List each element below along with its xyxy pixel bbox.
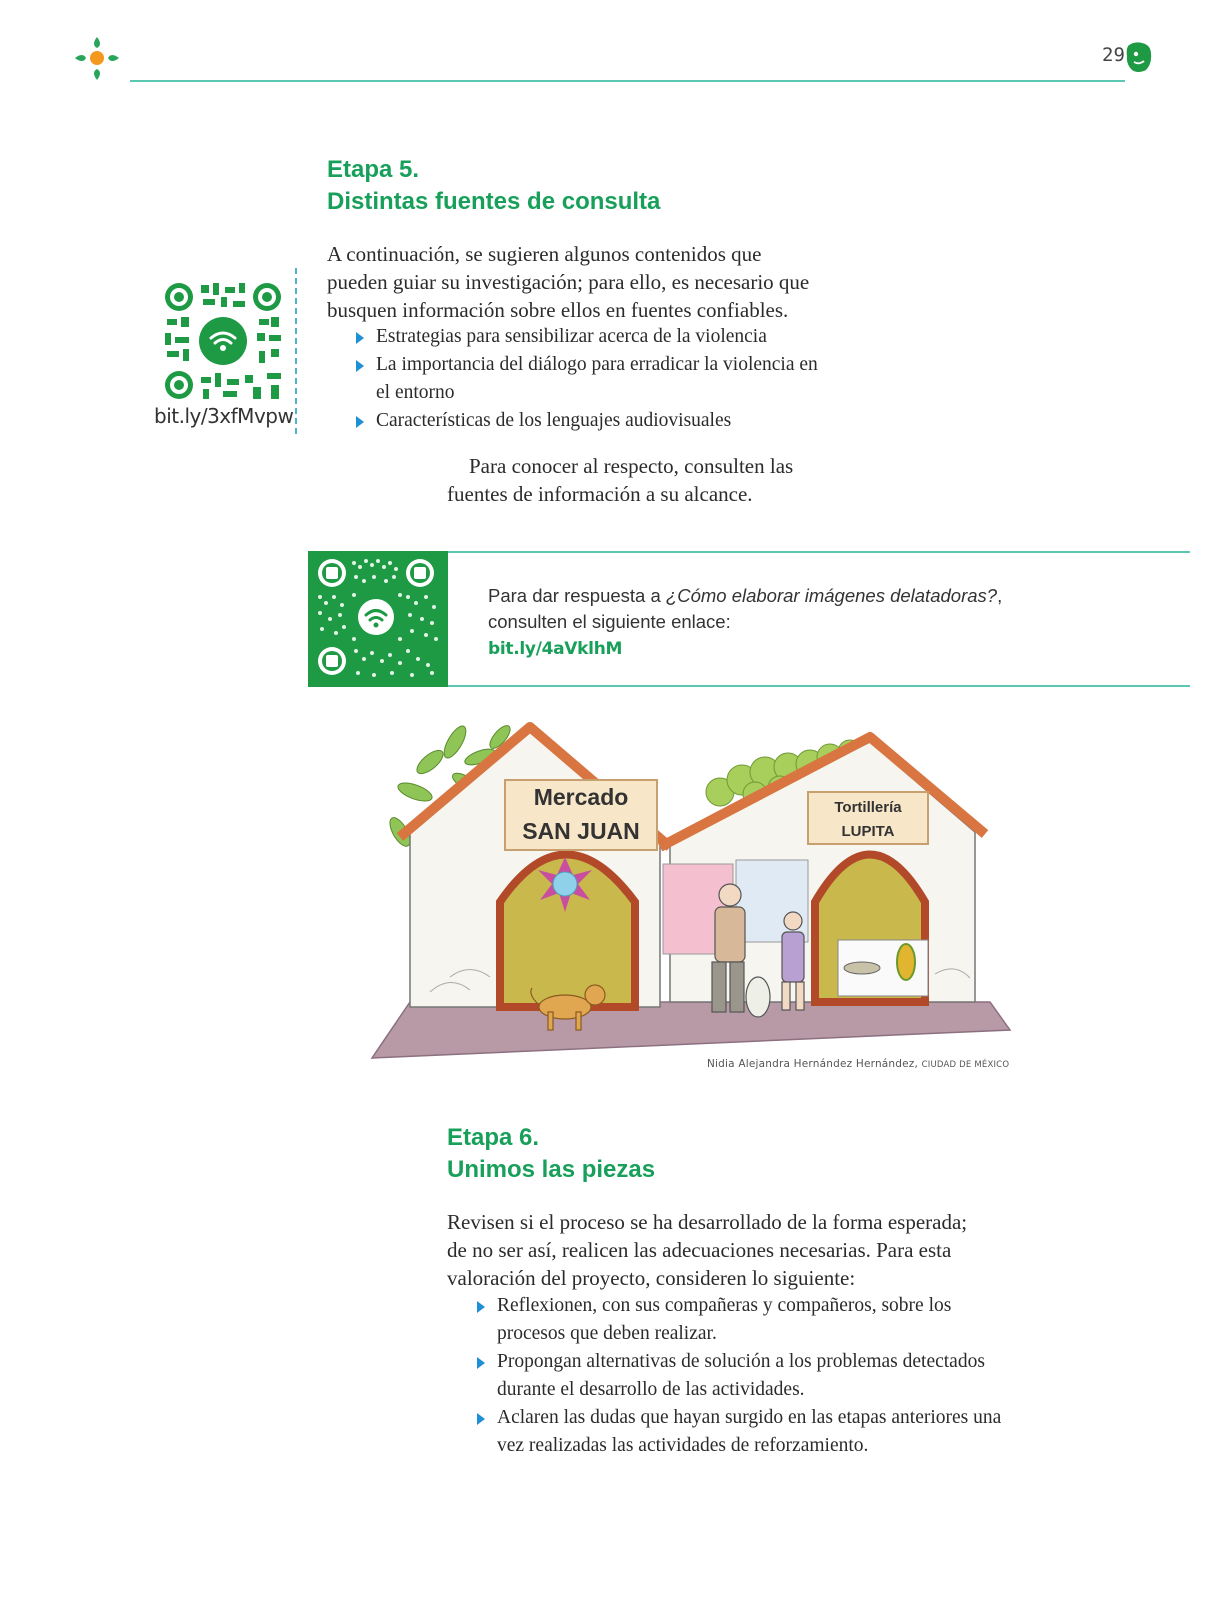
link-box-text bbox=[488, 583, 1178, 662]
list-item-text: Estrategias para sensibilizar acerca de la violencia bbox=[376, 326, 767, 347]
text-line: de no ser así, realicen las adecuaciones necesarias. Para esta bbox=[447, 1238, 952, 1262]
list-item-text: Propongan alternativas de solución a los problemas detectados bbox=[497, 1351, 985, 1372]
page-number: 29 bbox=[1102, 44, 1125, 66]
text-line: Revisen si el proceso se ha desarrollado de la forma esperada; bbox=[447, 1210, 968, 1234]
list-item-text: durante el desarrollo de las actividades. bbox=[497, 1379, 805, 1400]
stage5-intro bbox=[327, 240, 927, 324]
text-line: valoración del proyecto, consideren lo siguiente: bbox=[447, 1266, 856, 1290]
list-item-text: procesos que deben realizar. bbox=[497, 1323, 717, 1344]
bullet-arrow-icon bbox=[356, 360, 364, 372]
link-url[interactable]: bit.ly/4aVklhM bbox=[488, 639, 623, 659]
link-text-part: Para dar respuesta a bbox=[488, 585, 666, 606]
link-box-top-border bbox=[448, 551, 1190, 553]
stage6-intro bbox=[447, 1208, 1087, 1292]
text-line: Para conocer al respecto, consulten las bbox=[469, 454, 794, 478]
list-item-text: Aclaren las dudas que hayan surgido en las etapas anteriores una bbox=[497, 1407, 1002, 1428]
market-illustration bbox=[370, 712, 1020, 1062]
link-question: ¿Cómo elaborar imágenes delatadoras? bbox=[665, 585, 998, 606]
text-line: fuentes de información a su alcance. bbox=[447, 482, 753, 506]
list-item bbox=[473, 1292, 1073, 1348]
text-line: pueden guiar su investigación; para ello, es necesario que bbox=[327, 270, 810, 294]
list-item-text: Reflexionen, con sus compañeras y compañeros, sobre los bbox=[497, 1295, 952, 1316]
list-item-text: La importancia del diálogo para erradicar la violencia en bbox=[376, 354, 818, 375]
list-item bbox=[473, 1348, 1073, 1404]
credit-name: Nidia Alejandra Hernández Hernández, bbox=[707, 1058, 922, 1070]
list-item-text: Características de los lenguajes audiovisuales bbox=[376, 410, 732, 431]
stage5-title: Etapa 5. bbox=[327, 156, 420, 183]
bullet-arrow-icon bbox=[477, 1301, 485, 1313]
header-divider bbox=[130, 80, 1125, 82]
link-text-line2: consulten el siguiente enlace: bbox=[488, 611, 731, 632]
bullet-arrow-icon bbox=[477, 1357, 485, 1369]
stage6-bullet-list bbox=[473, 1292, 1073, 1460]
stage5-closing bbox=[447, 452, 927, 508]
illustration-credit bbox=[707, 1058, 1009, 1070]
stage5-subtitle: Distintas fuentes de consulta bbox=[327, 188, 661, 215]
tortilla-sign-line2: LUPITA bbox=[841, 823, 895, 840]
qr-divider bbox=[295, 268, 297, 434]
qr-link-label[interactable]: bit.ly/3xfMvpw bbox=[154, 404, 294, 428]
list-item bbox=[352, 407, 912, 435]
link-text-part: , bbox=[997, 585, 1003, 606]
list-item bbox=[352, 351, 912, 407]
stage6-heading bbox=[447, 1124, 1047, 1184]
list-item-text: vez realizadas las actividades de reforzamiento. bbox=[497, 1435, 869, 1456]
market-sign-line2: SAN JUAN bbox=[522, 818, 640, 844]
bullet-arrow-icon bbox=[477, 1413, 485, 1425]
header-emblem-icon bbox=[1124, 40, 1154, 74]
text-line: busquen información sobre ellos en fuentes confiables. bbox=[327, 298, 789, 322]
link-box-bottom-border bbox=[448, 685, 1190, 687]
link-qr-panel bbox=[308, 551, 448, 687]
tortilla-sign-line1: Tortillería bbox=[834, 799, 902, 816]
header-logo-icon bbox=[72, 34, 122, 84]
link-box bbox=[308, 551, 1190, 687]
credit-place: CIUDAD DE MÉXICO bbox=[921, 1060, 1010, 1070]
text-line: A continuación, se sugieren algunos contenidos que bbox=[327, 242, 762, 266]
list-item-text: el entorno bbox=[376, 382, 455, 403]
list-item bbox=[352, 323, 912, 351]
list-item bbox=[473, 1404, 1073, 1460]
stage6-subtitle: Unimos las piezas bbox=[447, 1156, 656, 1183]
stage5-bullet-list bbox=[352, 323, 912, 435]
market-sign-line1: Mercado bbox=[533, 784, 629, 810]
bullet-arrow-icon bbox=[356, 332, 364, 344]
qr-code-icon[interactable] bbox=[308, 551, 448, 687]
stage5-heading bbox=[327, 156, 927, 216]
stage6-title: Etapa 6. bbox=[447, 1124, 540, 1151]
bullet-arrow-icon bbox=[356, 416, 364, 428]
qr-code-icon[interactable] bbox=[163, 281, 283, 401]
